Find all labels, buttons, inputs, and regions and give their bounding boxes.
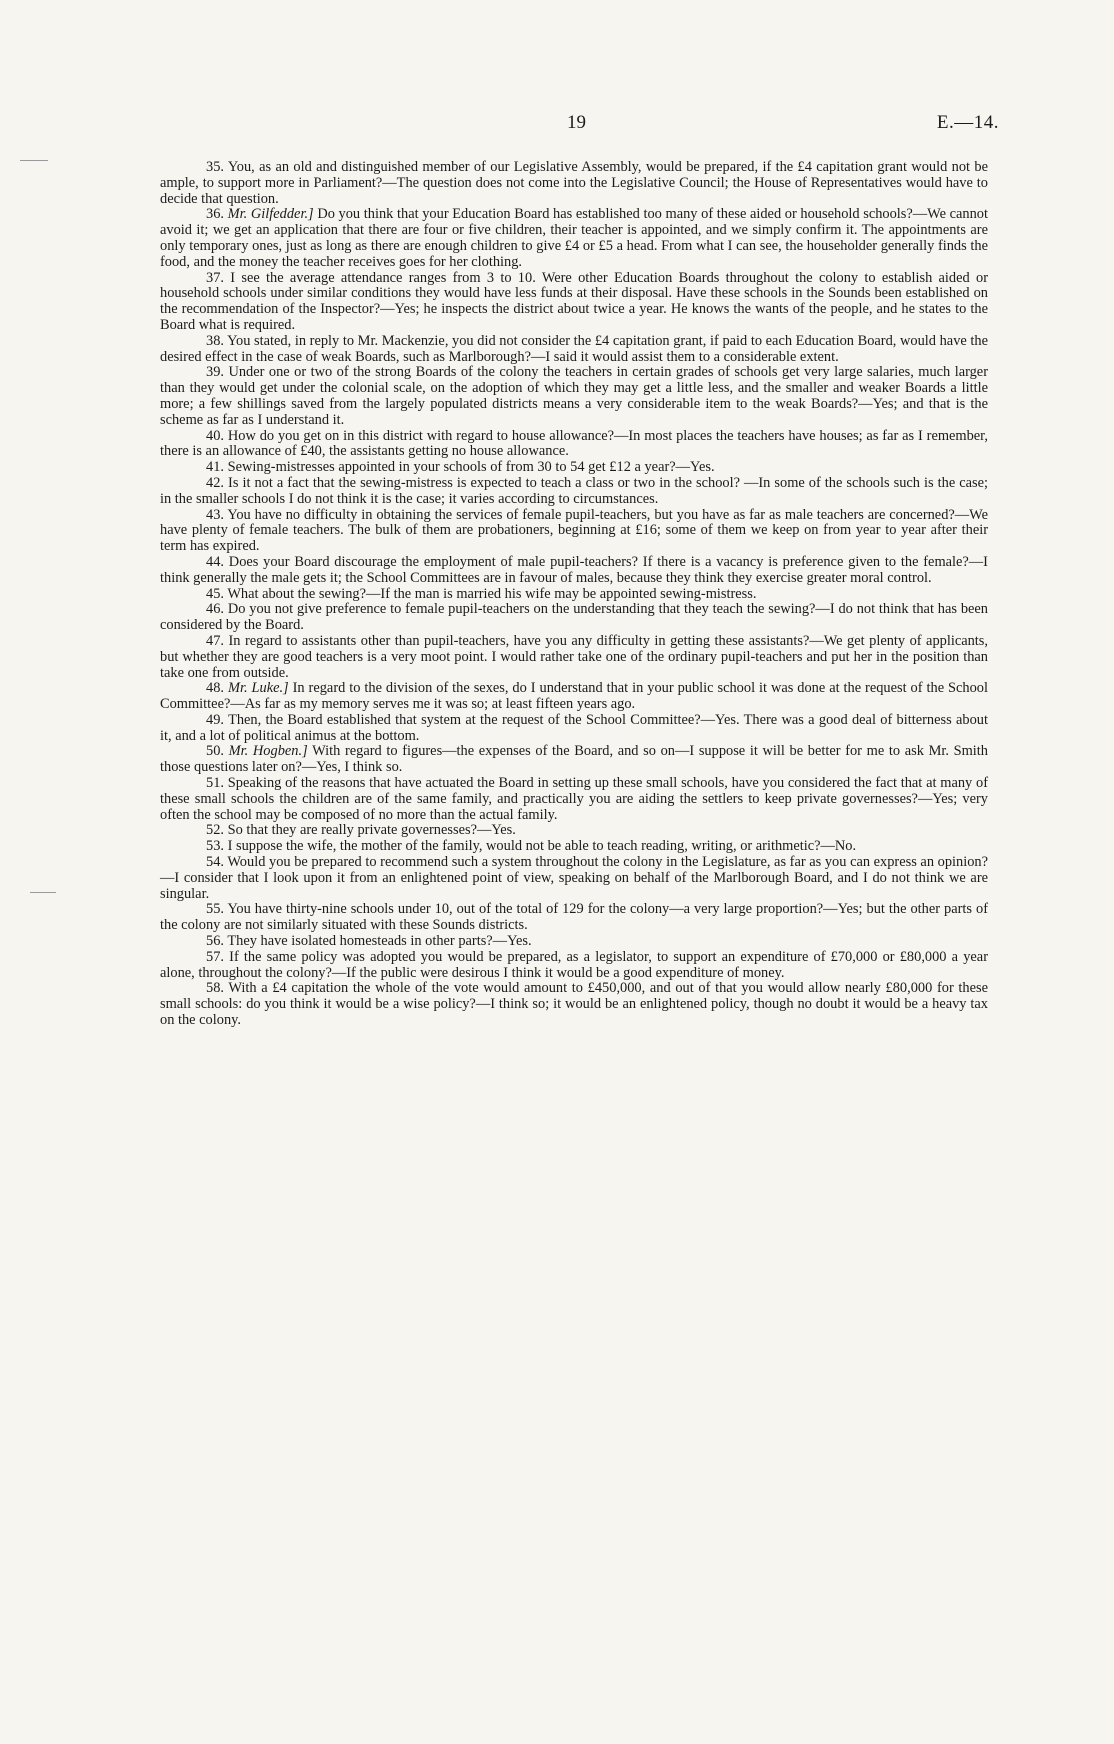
question-text: Do you not give preference to female pupil-teachers on the understanding that they teach the sewing?—I do not think that has been considered by the Board. [160, 601, 988, 634]
question-text: Is it not a fact that the sewing-mistress is expected to teach a class or two in the school? —In some of the schools such is the case; in the smaller schools I do not think it is the case; it varies according to circumstances. [160, 474, 988, 507]
question-number: 49. [206, 711, 224, 728]
question-text: If the same policy was adopted you would be prepared, as a legislator, to support an expenditure of £70,000 or £80,000 a year alone, throughout the colony?—If the public were desirous I think it would be a good expenditure of money. [160, 948, 988, 981]
question-number: 57. [206, 948, 224, 965]
question-number: 50. [206, 743, 224, 760]
question-paragraph [160, 776, 988, 823]
question-number: 35. [206, 159, 224, 175]
question-text: Sewing-mistresses appointed in your schools of from 30 to 54 get £12 a year?—Yes. [227, 459, 715, 476]
question-paragraph [160, 271, 988, 334]
question-text: Would you be prepared to recommend such a system throughout the colony in the Legislature, as far as you can express an opinion?—I consider that I look upon it from an enlightened point of view, speaking on behalf of the Marlborough Board, and I do not think we are singular. [160, 854, 988, 902]
question-paragraph [160, 555, 988, 587]
question-number: 52. [206, 822, 224, 839]
document-body [160, 160, 988, 1029]
question-text: I see the average attendance ranges from 3 to 10. Were other Education Boards throughout the colony to establish aided or household schools under similar conditions they would have less funds at their disposal. Have these schools in the Sounds been established on the recommendation of the Inspector?—Yes; he inspects the district about twice a year. He knows the wants of the people, and he states to the Board what is required. [160, 269, 988, 333]
question-number: 39. [206, 364, 224, 381]
question-text: You, as an old and distinguished member of our Legislative Assembly, would be prepared, if the £4 capitation grant would not be ample, to support more in Parliament?—The question does not come into the Legislative Council; the House of Representatives would have to decide that question. [160, 159, 988, 207]
question-number: 54. [206, 854, 224, 871]
question-paragraph [160, 855, 988, 902]
question-text: How do you get on in this district with regard to house allowance?—In most places the teachers have houses; as far as I remember, there is an allowance of £40, the assistants getting no house allowance. [160, 427, 988, 460]
document-reference: E.—14. [936, 112, 999, 133]
question-paragraph [160, 587, 988, 603]
question-text: With regard to figures—the expenses of the Board, and so on—I suppose it will be better for me to ask Mr. Smith those questions later on?—Yes, I think so. [160, 743, 989, 776]
question-number: 40. [206, 427, 224, 444]
question-text: Then, the Board established that system at the request of the School Committee?—Yes. There was a good deal of bitterness about it, and a lot of political animus at the bottom. [160, 711, 988, 744]
question-text: In regard to assistants other than pupil-teachers, have you any difficulty in getting these assistants?—We get plenty of applicants, but whether they are good teachers is a very moot point. I would rather take one of the ordinary pupil-teachers and put her in the position than take one from outside. [160, 632, 988, 681]
question-paragraph [160, 950, 988, 982]
question-number: 53. [206, 838, 224, 855]
question-number: 36. [206, 206, 224, 223]
question-number: 44. [206, 553, 224, 570]
question-number: 37. [206, 269, 224, 286]
question-paragraph [160, 634, 988, 681]
question-number: 58. [206, 980, 224, 997]
question-paragraph [160, 207, 988, 270]
page-header [0, 112, 1114, 140]
question-paragraph [160, 823, 988, 839]
margin-mark [30, 892, 56, 893]
question-paragraph [160, 713, 988, 745]
question-text: With a £4 capitation the whole of the vote would amount to £450,000, and out of that you would allow nearly £80,000 for these small schools: do you think it would be a wise policy?—I think so; it would be an enlightened policy, though no doubt it would be a heavy tax on the colony. [160, 980, 988, 1029]
question-paragraph [160, 334, 988, 366]
question-text: You have no difficulty in obtaining the services of female pupil-teachers, but you have as far as male teachers are concerned?—We have plenty of female teachers. The bulk of them are probationers, beginning at £16; some of them we keep on from year to year after their term has expired. [160, 506, 988, 555]
question-number: 55. [206, 901, 224, 918]
question-text: Do you think that your Education Board has established too many of these aided or household schools?—We cannot avoid it; we get an application that there are four or five children, their teacher is appointed, and we simply confirm it. The appointments are only temporary ones, just as long as there are enough children to give £4 or £5 a head. From what I can see, the householder generally finds the food, and the money the teacher receives goes for her clothing. [160, 206, 988, 270]
question-paragraph [160, 160, 988, 207]
question-text: Under one or two of the strong Boards of the colony the teachers in certain grades of schools get very large salaries, much larger than they would get under the colonial scale, on the adoption of which they may get a little less, and the smaller and weaker Boards a little more; a few shillings saved from the largely populated districts means a very considerable item to the weak Boards?—Yes; and that is the scheme as far as I understand it. [160, 364, 988, 428]
question-paragraph [160, 839, 988, 855]
question-number: 48. [206, 680, 224, 697]
question-paragraph [160, 365, 988, 428]
question-paragraph [160, 744, 988, 776]
question-text: I suppose the wife, the mother of the family, would not be able to teach reading, writing, or arithmetic?—No. [227, 838, 857, 855]
page-number: 19 [567, 112, 586, 133]
question-paragraph [160, 508, 988, 555]
question-paragraph [160, 681, 988, 713]
question-number: 43. [206, 506, 224, 523]
question-text: What about the sewing?—If the man is married his wife may be appointed sewing-mistress. [227, 585, 757, 602]
margin-mark [20, 160, 48, 161]
question-text: So that they are really private governesses?—Yes. [227, 822, 516, 839]
question-text: In regard to the division of the sexes, do I understand that in your public school it was done at the request of the School Committee?—As far as my memory serves me it was so; at least fifteen years ago. [160, 680, 988, 713]
question-paragraph [160, 934, 988, 950]
question-number: 51. [206, 775, 224, 792]
question-paragraph [160, 902, 988, 934]
question-text: You stated, in reply to Mr. Mackenzie, you did not consider the £4 capitation grant, if paid to each Education Board, would have the desired effect in the case of weak Boards, such as Marlborough?—I said it would assist them to a considerable extent. [160, 332, 988, 365]
question-paragraph [160, 602, 988, 634]
question-number: 46. [206, 601, 224, 618]
question-number: 47. [206, 632, 224, 649]
question-paragraph [160, 429, 988, 461]
question-text: Speaking of the reasons that have actuated the Board in setting up these small schools, have you considered the fact that at many of these small schools the children are of the same family, and practically you are aiding the settlers to keep private governesses?—Yes; very often the school may be composed of no more than the actual family. [160, 775, 988, 823]
speaker-name: Mr. Luke.] [227, 680, 289, 697]
question-number: 38. [206, 332, 224, 349]
speaker-name: Mr. Hogben.] [228, 743, 308, 760]
question-number: 56. [206, 933, 224, 950]
question-number: 45. [206, 585, 224, 602]
question-paragraph [160, 981, 988, 1028]
question-text: They have isolated homesteads in other parts?—Yes. [227, 933, 532, 950]
question-text: You have thirty-nine schools under 10, out of the total of 129 for the colony—a very large proportion?—Yes; but the other parts of the colony are not similarly situated with these Sounds districts. [160, 901, 988, 934]
speaker-name: Mr. Gilfedder.] [227, 206, 314, 223]
question-number: 41. [206, 459, 224, 476]
question-text: Does your Board discourage the employment of male pupil-teachers? If there is a vacancy is preference given to the female?—I think generally the male gets it; the School Committees are in favour of males, because they think they exercise greater moral control. [160, 553, 988, 586]
question-paragraph [160, 476, 988, 508]
question-number: 42. [206, 474, 224, 491]
question-paragraph [160, 460, 988, 476]
